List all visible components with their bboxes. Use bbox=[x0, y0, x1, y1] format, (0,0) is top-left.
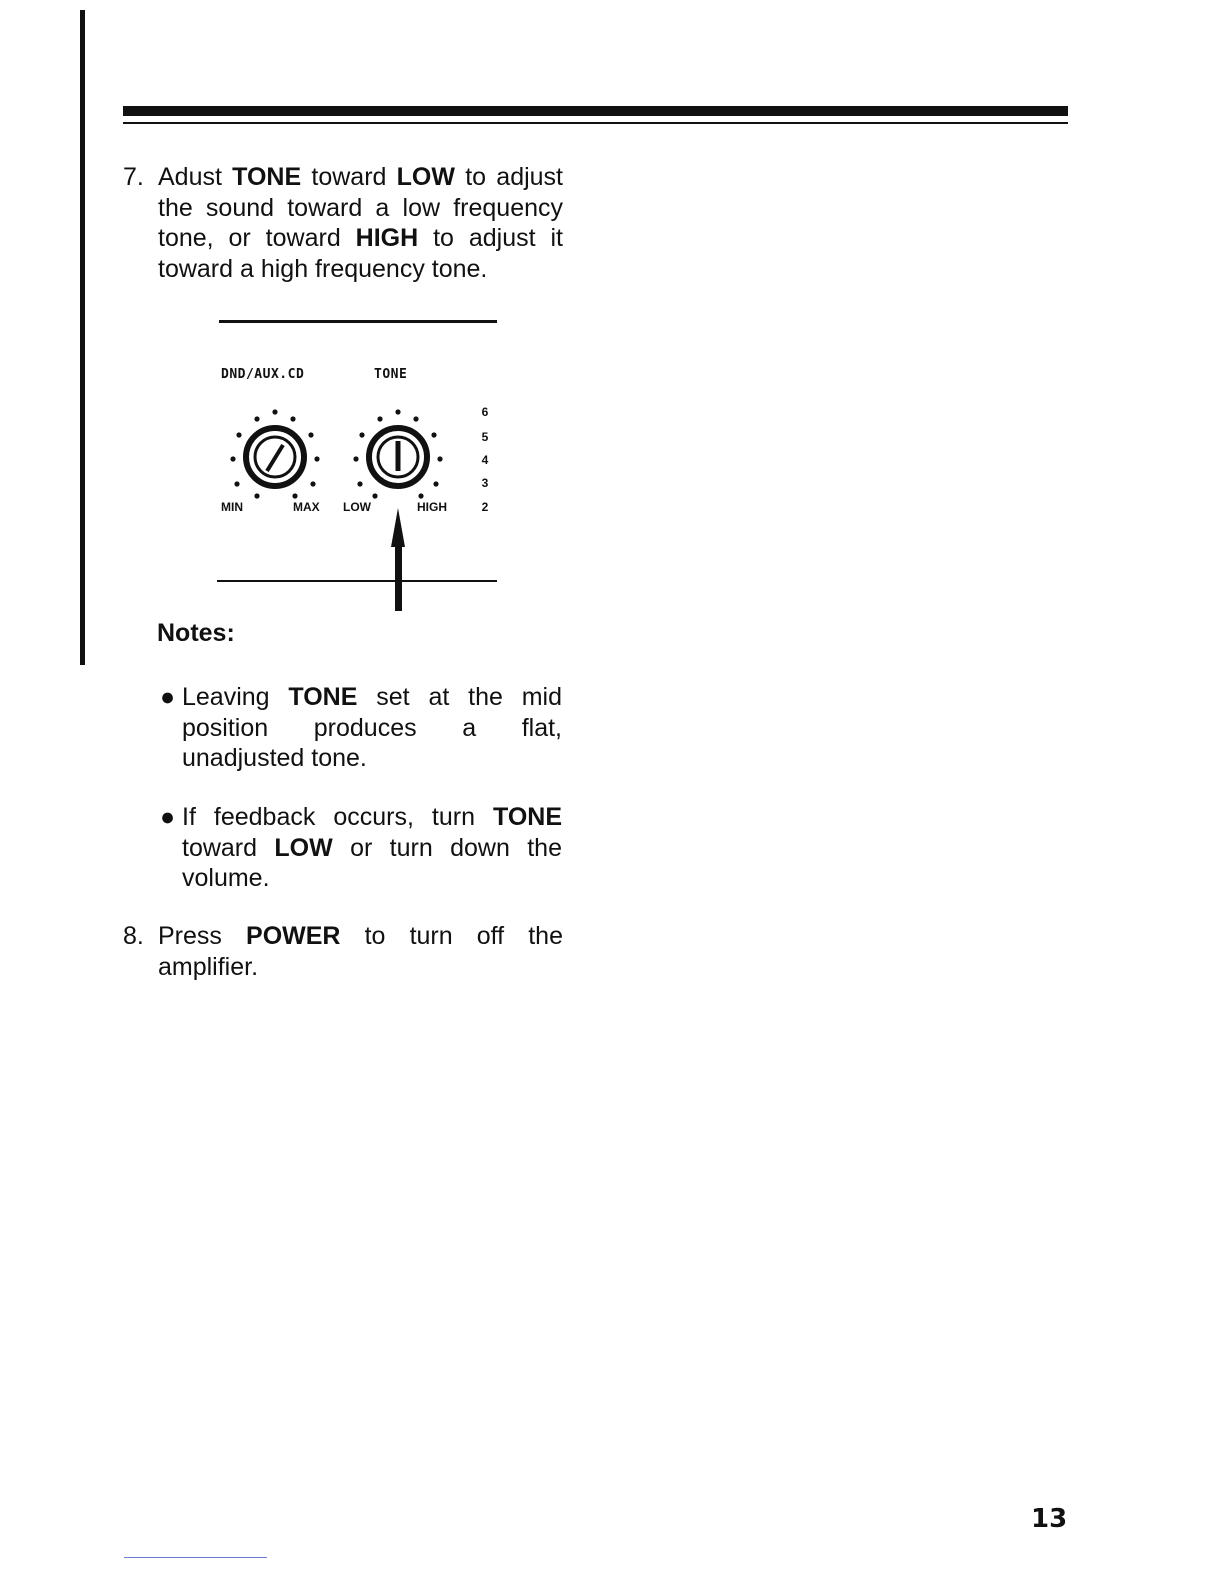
tone-knob bbox=[353, 409, 442, 498]
step-7 bbox=[123, 162, 563, 284]
figure-bottom-rule bbox=[217, 580, 497, 582]
arrow-icon bbox=[391, 508, 405, 611]
header-rule-thin bbox=[123, 122, 1068, 124]
bullet-dot-icon: ● bbox=[160, 803, 176, 831]
control-panel-figure bbox=[215, 395, 515, 625]
tone-label: TONE bbox=[374, 367, 408, 382]
source-label: DND/AUX.CD bbox=[221, 367, 305, 382]
scale-mark-2: 2 bbox=[481, 500, 489, 514]
min-label: MIN bbox=[221, 500, 243, 514]
notes-heading: Notes: bbox=[157, 619, 235, 647]
step-7-number: 7. bbox=[123, 163, 144, 191]
figure-top-rule bbox=[219, 320, 497, 323]
max-label: MAX bbox=[293, 500, 320, 514]
note-bullet-2: ● If feedback occurs, turn TONE toward LOW or turn down the volume. bbox=[160, 803, 562, 892]
footer-line bbox=[124, 1557, 267, 1558]
change-bar bbox=[80, 10, 85, 665]
page-number: 13 bbox=[1031, 1504, 1068, 1534]
header-rule-thick bbox=[123, 106, 1068, 116]
step-7-text: Adust TONE toward LOW to adjust the sound toward a low frequency tone, or toward HIGH to adjust it toward a high frequency tone. bbox=[158, 163, 563, 283]
note-bullet-1: ● Leaving TONE set at the mid position produces a flat, unadjusted tone. bbox=[160, 683, 562, 772]
scale-mark-4: 4 bbox=[481, 453, 489, 467]
step-8 bbox=[123, 921, 563, 982]
high-label: HIGH bbox=[417, 500, 447, 514]
scale-mark-5: 5 bbox=[481, 430, 489, 444]
scale-mark-6: 6 bbox=[481, 405, 489, 419]
step-8-text: Press POWER to turn off the amplifier. bbox=[158, 922, 563, 981]
scale-mark-3: 3 bbox=[481, 476, 489, 490]
bullet-dot-icon: ● bbox=[160, 683, 176, 711]
step-8-number: 8. bbox=[123, 922, 144, 950]
low-label: LOW bbox=[343, 500, 371, 514]
source-knob bbox=[230, 409, 319, 498]
